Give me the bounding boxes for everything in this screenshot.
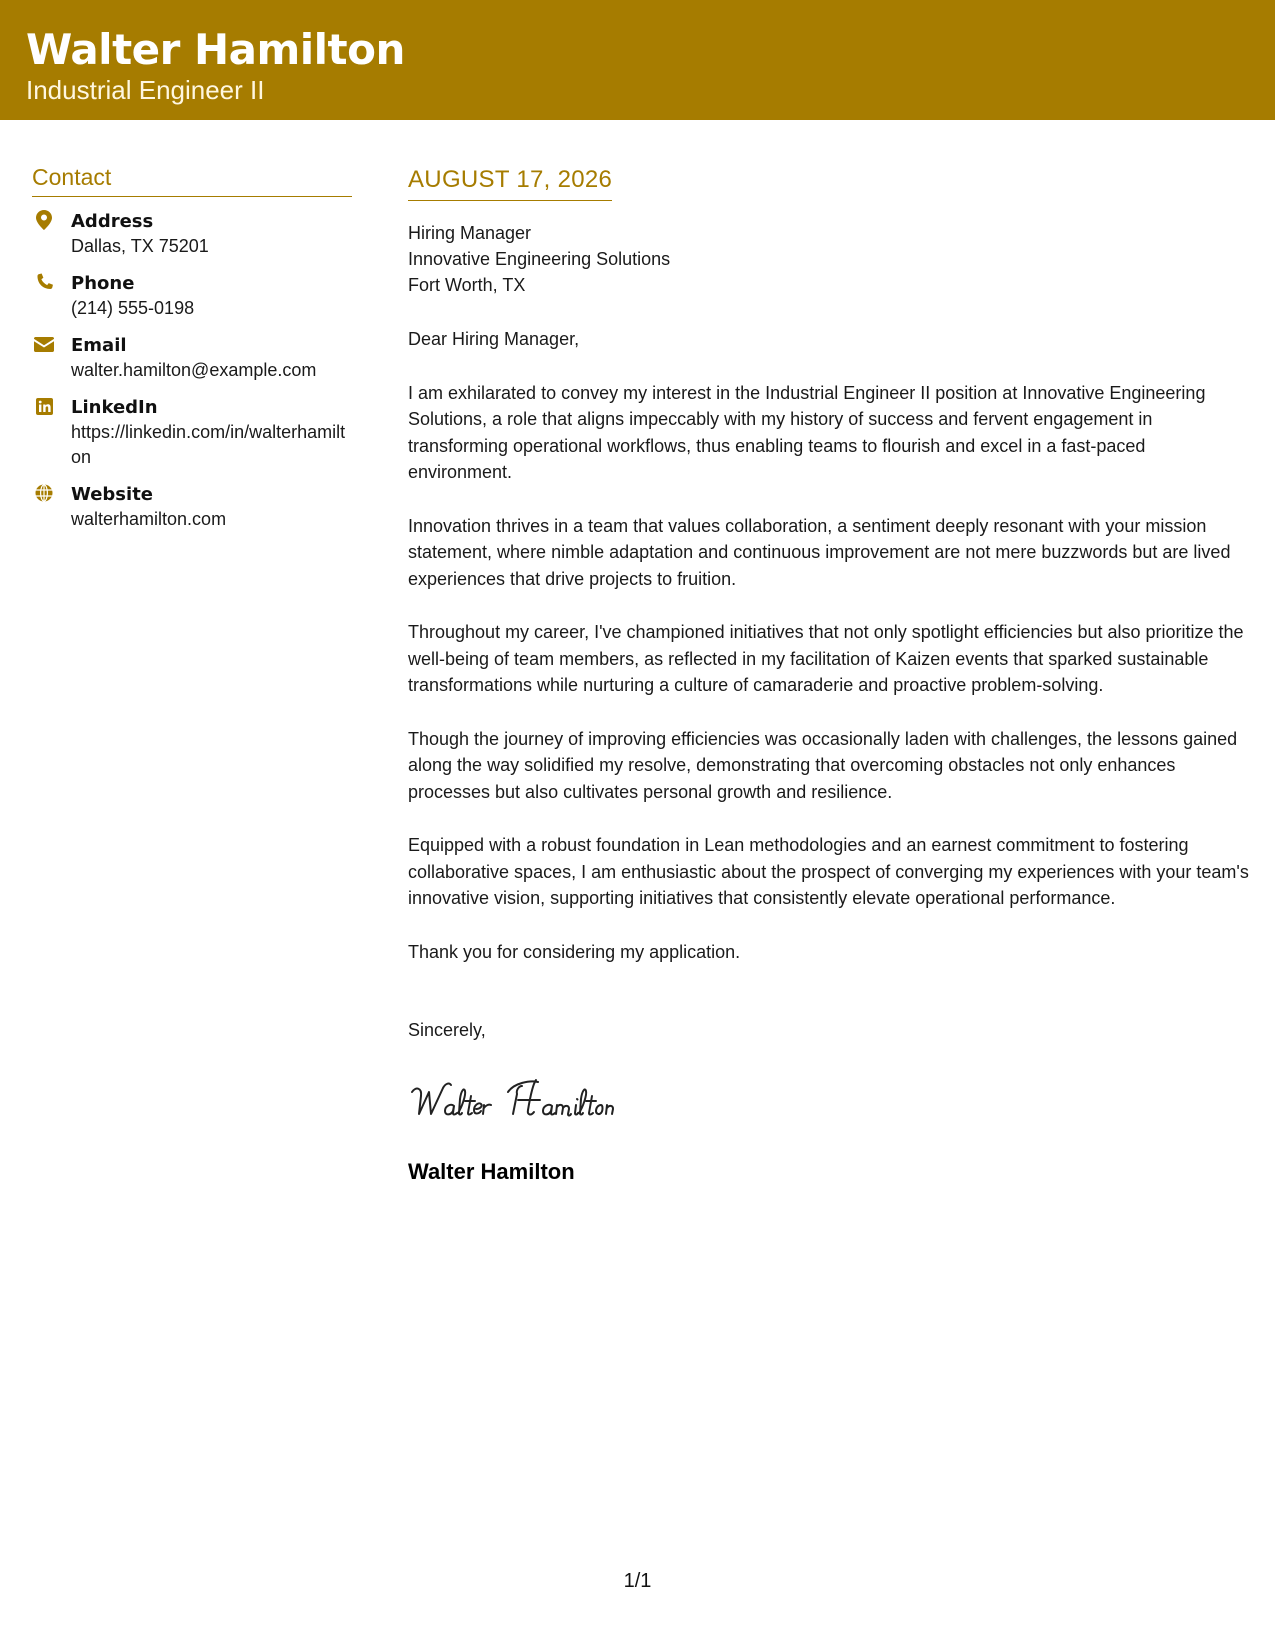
- contact-label: Email: [71, 335, 127, 356]
- recipient-line: Hiring Manager: [408, 223, 532, 243]
- applicant-job-title: Industrial Engineer II: [26, 75, 265, 105]
- letter-paragraph: Thank you for considering my application.: [408, 941, 741, 962]
- map-pin-icon: [34, 210, 54, 230]
- contact-label: Website: [71, 484, 154, 505]
- signer-name: Walter Hamilton: [408, 1158, 575, 1184]
- contact-value: https://linkedin.com/in/walterhamilton: [71, 422, 346, 467]
- contact-value: walterhamilton.com: [71, 509, 227, 529]
- contact-sidebar: [32, 162, 352, 544]
- contact-value: (214) 555-0198: [71, 298, 195, 318]
- letter-paragraph: I am exhilarated to convey my interest in the Industrial Engineer II position at Innovative Engineering Solutions, a role that aligns impeccably with my history of success and fervent engagement in transforming operational workflows, thus enabling teams to flourish and excel in a fast-paced environment.: [408, 382, 1206, 482]
- closing: Sincerely,: [408, 1020, 486, 1040]
- contact-item-phone: [32, 271, 352, 321]
- recipient-line: Fort Worth, TX: [408, 275, 526, 295]
- letter-date: AUGUST 17, 2026: [408, 164, 612, 201]
- salutation: Dear Hiring Manager,: [408, 329, 580, 349]
- letter-body: [408, 164, 1250, 1186]
- phone-icon: [34, 272, 54, 292]
- recipient-line: Innovative Engineering Solutions: [408, 249, 671, 269]
- globe-icon: [34, 483, 54, 503]
- contact-heading: Contact: [32, 162, 352, 197]
- envelope-icon: [34, 334, 54, 354]
- contact-label: Phone: [71, 273, 135, 294]
- contact-value: Dallas, TX 75201: [71, 236, 209, 256]
- contact-label: LinkedIn: [71, 397, 158, 418]
- letter-paragraph: Though the journey of improving efficiencies was occasionally laden with challenges, the lessons gained along the way solidified my resolve, demonstrating that overcoming obstacles not only enhances processes but also cultivates personal growth and resilience.: [408, 728, 1238, 802]
- contact-item-email: [32, 333, 352, 383]
- recipient-block: [408, 220, 1250, 298]
- contact-item-website: [32, 482, 352, 532]
- signature-image: [408, 1070, 688, 1130]
- contact-item-linkedin: [32, 395, 352, 470]
- applicant-name: Walter Hamilton: [26, 25, 405, 74]
- contact-value: walter.hamilton@example.com: [71, 360, 317, 380]
- linkedin-icon: [34, 396, 54, 416]
- handwritten-signature: [408, 1070, 1250, 1130]
- contact-item-address: [32, 209, 352, 259]
- letter-paragraph: Equipped with a robust foundation in Lean methodologies and an earnest commitment to fostering collaborative spaces, I am enthusiastic about the prospect of converging my experiences with your team's innovative vision, supporting initiatives that consistently elevate operational performance.: [408, 835, 1249, 908]
- letter-paragraph: Throughout my career, I've championed initiatives that not only spotlight efficiencies but also prioritize the well-being of team members, as reflected in my facilitation of Kaizen events that sparked sustainable transformations while nurturing a culture of camaraderie and proactive problem-solving.: [408, 622, 1244, 695]
- letter-paragraph: Innovation thrives in a team that values collaboration, a sentiment deeply resonant with your mission statement, where nimble adaptation and continuous improvement are not mere buzzwords but are lived experiences that drive projects to fruition.: [408, 515, 1231, 589]
- contact-label: Address: [71, 211, 154, 232]
- header-banner: [0, 0, 1275, 120]
- page-number: 1/1: [623, 1570, 652, 1592]
